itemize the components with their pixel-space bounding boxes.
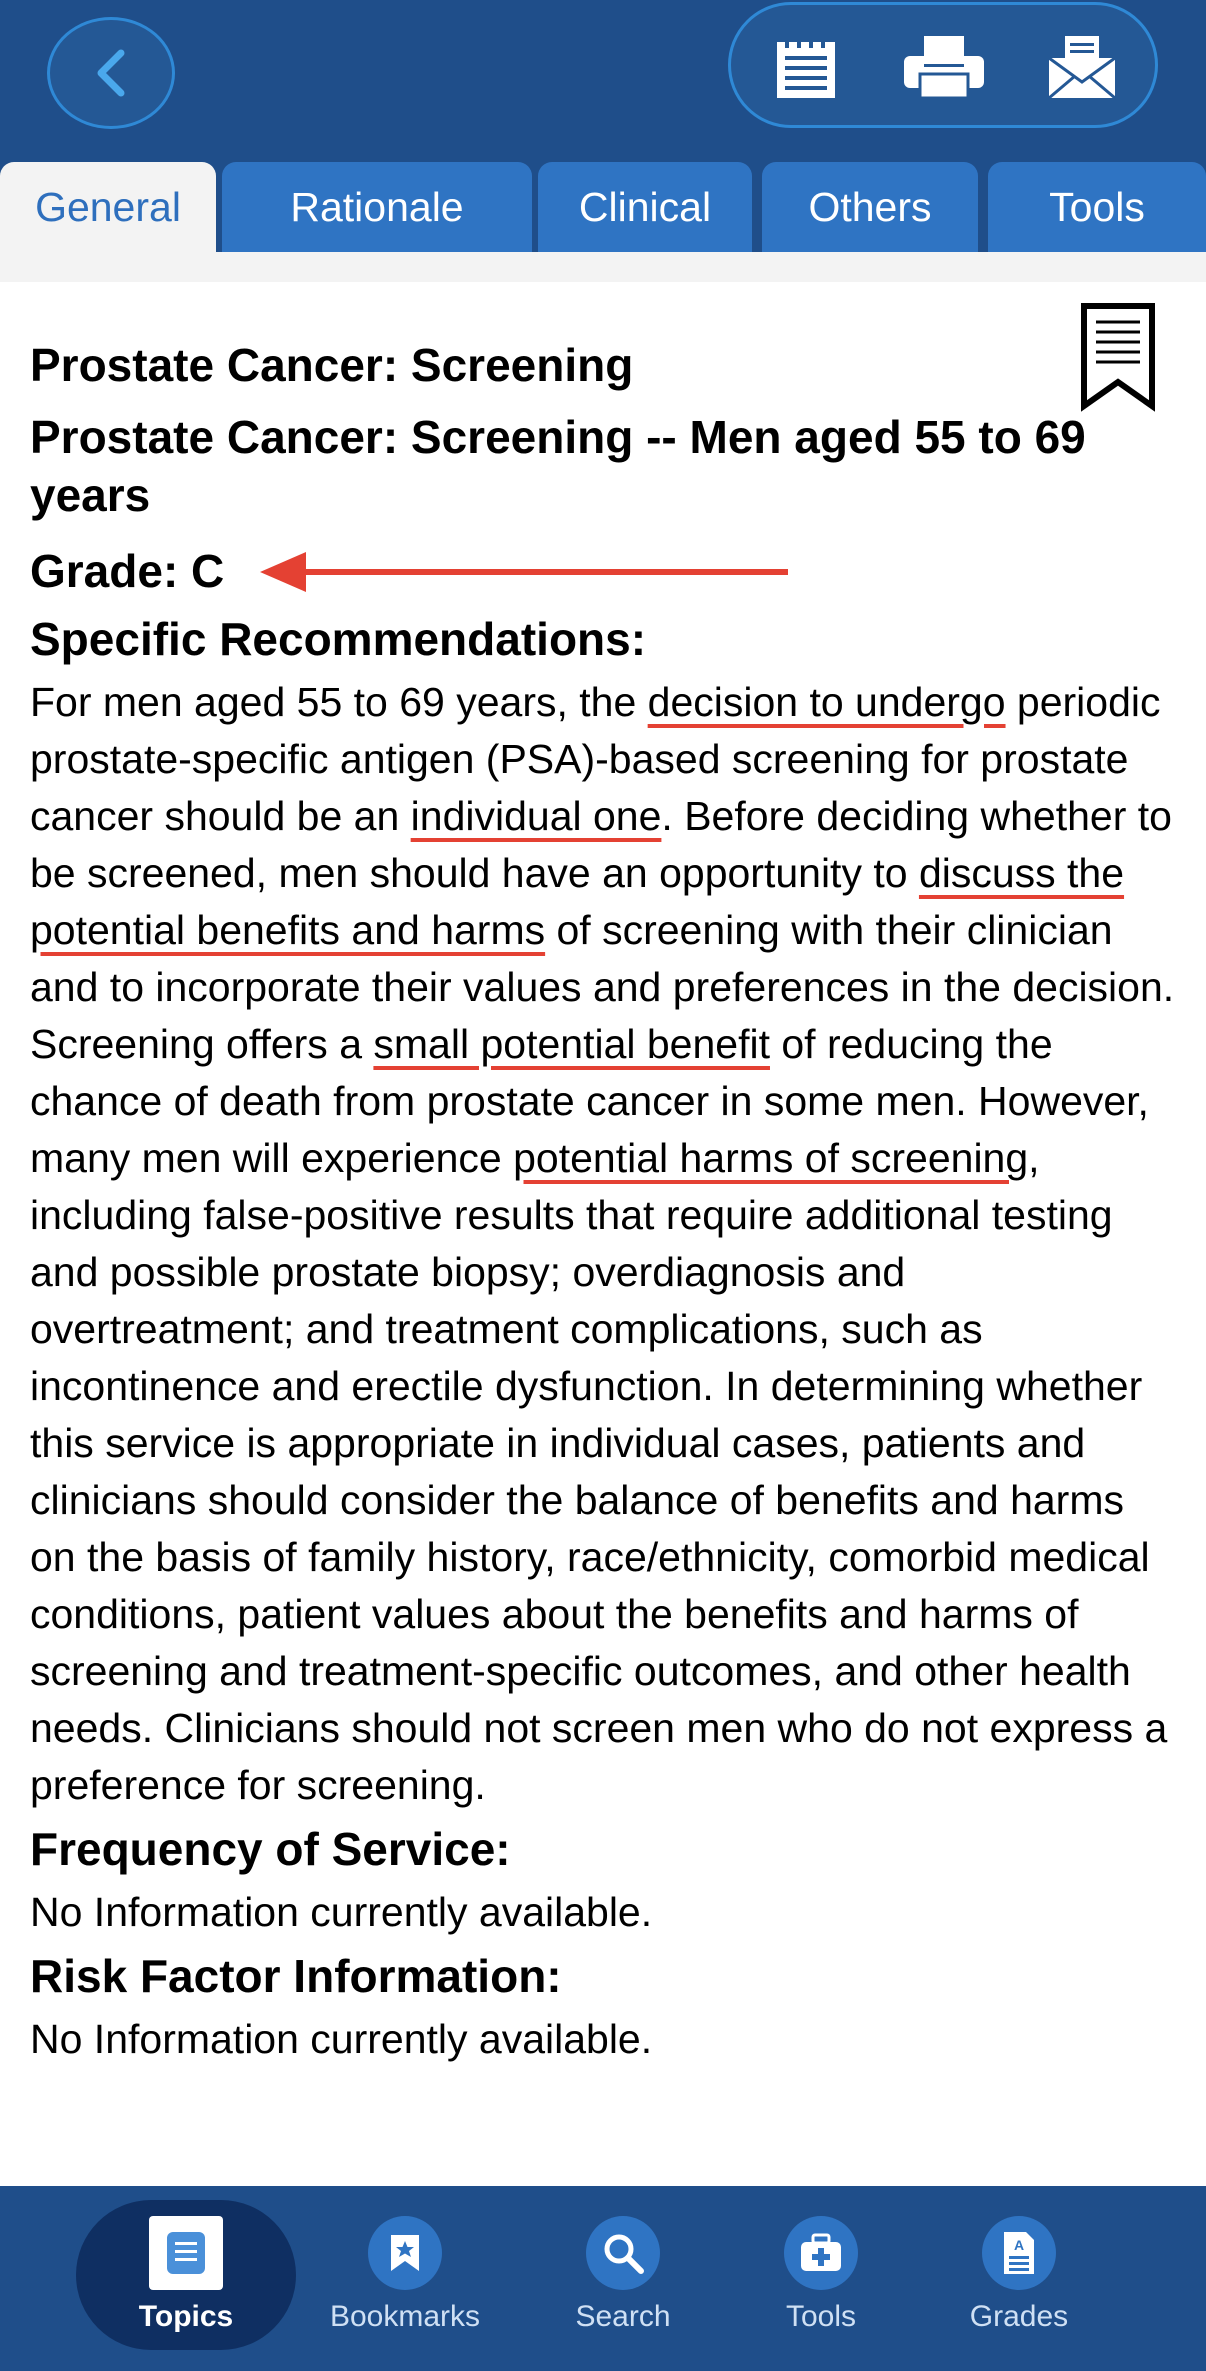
frequency-text: No Information currently available. (30, 1889, 653, 1935)
tab-tools[interactable]: Tools (988, 162, 1206, 252)
frequency-heading: Frequency of Service: (30, 1823, 511, 1875)
specific-recommendations-heading: Specific Recommendations: (30, 613, 647, 665)
print-button[interactable] (899, 25, 989, 109)
underlined-phrase: individual one (410, 793, 662, 839)
email-button[interactable] (1037, 25, 1127, 109)
tab-others[interactable]: Others (762, 162, 978, 252)
nav-grades[interactable] (914, 2200, 1124, 2350)
nav-tools[interactable] (716, 2200, 926, 2350)
medical-bag-icon (784, 2216, 858, 2290)
underlined-phrase: small potential benefit (373, 1021, 770, 1067)
risk-factor-text: No Information currently available. (30, 2016, 653, 2062)
notes-button[interactable] (761, 25, 851, 109)
tab-general[interactable]: General (0, 162, 216, 252)
tab-rationale[interactable]: Rationale (222, 162, 532, 252)
page-title: Prostate Cancer: Screening (30, 339, 634, 391)
text-segment: periodic prostate-specific antigen (PSA)-based screening for prostate cancer should be an (30, 679, 1161, 839)
nav-label: Topics (138, 2300, 234, 2333)
tab-underline (0, 252, 1206, 282)
nav-label: Tools (785, 2300, 857, 2333)
risk-factor-heading: Risk Factor Information: (30, 1950, 562, 2002)
nav-topics[interactable] (76, 2200, 296, 2350)
nav-label: Bookmarks (329, 2300, 481, 2333)
notepad-icon (775, 34, 837, 100)
text-segment: . Before deciding whether to be screened, men should have an opportunity to (30, 793, 1172, 896)
grades-document-icon (982, 2216, 1056, 2290)
tab-clinical[interactable]: Clinical (538, 162, 752, 252)
svg-text:A: A (1014, 2237, 1025, 2253)
nav-label: Search (575, 2300, 671, 2333)
topics-icon (149, 2216, 223, 2290)
recommendation-text (30, 674, 1180, 1814)
action-group (728, 2, 1158, 128)
nav-bookmarks[interactable] (300, 2200, 510, 2350)
underlined-phrase: potential harms of screening (513, 1135, 1029, 1181)
nav-label: Grades (969, 2300, 1069, 2333)
back-button[interactable] (47, 17, 175, 129)
content (30, 290, 1180, 2072)
bookmark-star-icon (368, 2216, 442, 2290)
underlined-phrase: discuss the potential benefits and harms (30, 850, 1125, 953)
text-segment: of screening with their clinician and to incorporate their values and preferences in the decision. Screening offers a (30, 907, 1175, 1067)
underlined-phrase: decision to undergo (647, 679, 1006, 725)
grade-row (30, 536, 1180, 604)
envelope-icon (1047, 34, 1117, 100)
text-segment: For men aged 55 to 69 years, the (30, 679, 648, 725)
printer-icon (902, 34, 986, 100)
text-segment: of reducing the chance of death from prostate cancer in some men. However, many men will experience (30, 1021, 1149, 1181)
arrow-left-icon (260, 550, 790, 594)
text-segment: , including false-positive results that require additional testing and possible prostate biopsy; overdiagnosis and overtreatment; and treatment complications, such as incontinence and erectile dysfunction. In determining whether this service is appropriate in individual cases, patients and clinicians should consider the balance of benefits and harms on the basis of family history, race/ethnicity, comorbid medical conditions, patient values about the benefits and harms of screening and treatment-specific outcomes, and other health needs. Clinicians should not screen men who do not express a preference for screening. (30, 1135, 1168, 1808)
bottom-navigation (0, 2186, 1206, 2371)
nav-search[interactable] (518, 2200, 728, 2350)
page-subtitle: Prostate Cancer: Screening -- Men aged 55 to 69 years (30, 411, 1086, 521)
chevron-left-icon (91, 45, 131, 101)
scroll-fade (0, 2140, 1206, 2186)
grade-label: Grade: C (30, 545, 225, 597)
top-toolbar (0, 0, 1206, 160)
search-icon (586, 2216, 660, 2290)
